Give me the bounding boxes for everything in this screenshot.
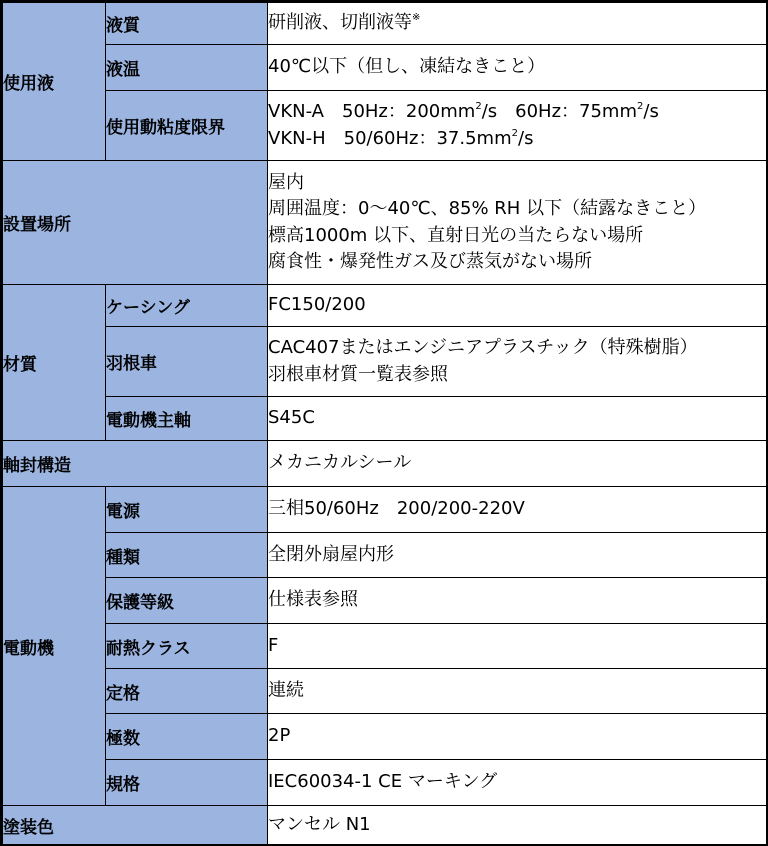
value-material-impeller <box>268 327 767 397</box>
row-fluid-temperature <box>3 45 767 91</box>
category-motor: 電動機 <box>3 487 106 806</box>
label-motor-type: 種類 <box>106 533 268 578</box>
viscosity-line-vkn-h: VKN-H 50/60Hz：$37.5mm^2/s$ <box>268 127 534 149</box>
row-motor-power <box>3 487 767 533</box>
category-material: 材質 <box>3 285 106 441</box>
category-color: 塗装色 <box>3 806 268 845</box>
value-motor-rating: 連続 <box>268 669 767 714</box>
label-motor-power: 電源 <box>106 487 268 533</box>
fluid-quality-text: 研削液、切削液等 <box>268 12 412 34</box>
value-location <box>268 161 767 285</box>
label-fluid-viscosity: 使用動粘度限界 <box>106 91 268 161</box>
label-motor-insulation: 耐熱クラス <box>106 624 268 669</box>
value-motor-protection: 仕様表参照 <box>268 578 767 624</box>
category-fluid: 使用液 <box>3 3 106 161</box>
location-line: 屋内 <box>268 172 304 194</box>
value-color: マンセル N1 <box>268 806 767 845</box>
value-material-shaft: S45C <box>268 397 767 441</box>
row-location <box>3 161 767 285</box>
value-fluid-viscosity <box>268 91 767 161</box>
row-motor-insulation <box>3 624 767 669</box>
label-motor-rating: 定格 <box>106 669 268 714</box>
impeller-line: 羽根車材質一覧表参照 <box>268 363 448 385</box>
label-material-casing: ケーシング <box>106 285 268 327</box>
row-material-impeller <box>3 327 767 397</box>
value-fluid-quality <box>268 3 767 45</box>
location-line: 腐食性・爆発性ガス及び蒸気がない場所 <box>268 250 592 272</box>
value-fluid-temperature: 40℃以下（但し、凍結なきこと） <box>268 45 767 91</box>
row-fluid-quality <box>3 3 767 45</box>
row-motor-rating <box>3 669 767 714</box>
note-mark: ※ <box>412 12 421 24</box>
label-motor-standard: 規格 <box>106 760 268 806</box>
row-fluid-viscosity <box>3 91 767 161</box>
category-location: 設置場所 <box>3 161 268 285</box>
viscosity-line-vkn-a: VKN-A 50Hz：$200mm^2/s$ 60Hz：$75mm^2/s$ <box>268 101 659 123</box>
label-fluid-temperature: 液温 <box>106 45 268 91</box>
value-motor-insulation: F <box>268 624 767 669</box>
row-motor-protection <box>3 578 767 624</box>
impeller-line: CAC407またはエンジニアプラスチック（特殊樹脂） <box>268 337 698 359</box>
label-material-impeller: 羽根車 <box>106 327 268 397</box>
value-motor-standard: IEC60034-1 CE マーキング <box>268 760 767 806</box>
label-material-shaft: 電動機主軸 <box>106 397 268 441</box>
row-motor-standard <box>3 760 767 806</box>
value-motor-power: 三相50/60Hz 200/200-220V <box>268 487 767 533</box>
value-motor-poles: 2P <box>268 714 767 760</box>
row-material-casing <box>3 285 767 327</box>
label-fluid-quality: 液質 <box>106 3 268 45</box>
location-line: 周囲温度：0～40℃、85% RH 以下（結露なきこと） <box>268 198 707 220</box>
value-motor-type: 全閉外扇屋内形 <box>268 533 767 578</box>
location-line: 標高1000m 以下、直射日光の当たらない場所 <box>268 224 644 246</box>
value-material-casing: FC150/200 <box>268 285 767 327</box>
row-color <box>3 806 767 845</box>
category-seal: 軸封構造 <box>3 441 268 487</box>
row-motor-type <box>3 533 767 578</box>
row-material-shaft <box>3 397 767 441</box>
spec-table <box>2 2 767 845</box>
label-motor-protection: 保護等級 <box>106 578 268 624</box>
label-motor-poles: 極数 <box>106 714 268 760</box>
value-seal: メカニカルシール <box>268 441 767 487</box>
row-seal <box>3 441 767 487</box>
row-motor-poles <box>3 714 767 760</box>
